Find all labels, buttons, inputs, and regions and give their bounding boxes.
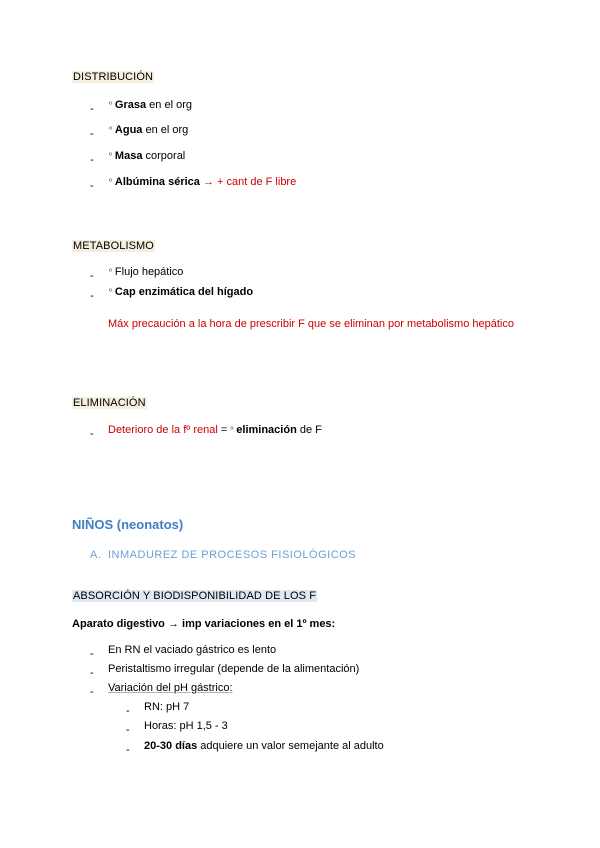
list-item-text: Variación del pH gástrico:: [108, 682, 233, 694]
subsection-letter: A.: [90, 549, 102, 561]
sub-list-item-text: RN: pH 7: [144, 701, 190, 713]
degree-icon: º: [109, 267, 112, 276]
degree-icon: º: [109, 177, 112, 186]
warning-note: Máx precaución a la hora de prescribir F que se eliminan por metabolismo hepático: [108, 318, 514, 330]
section-title-distribucion: DISTRIBUCIÓN: [73, 71, 154, 83]
degree-icon: º: [109, 151, 112, 160]
list-item: -: [90, 128, 94, 140]
list-item: -: [90, 648, 94, 660]
degree-icon: º: [230, 425, 234, 434]
sub-list-item-text: 20-30 días adquiere un valor semejante al adulto: [144, 740, 384, 752]
list-item: -: [90, 290, 94, 302]
degree-icon: º: [109, 125, 112, 134]
list-item: -: [90, 154, 94, 166]
sub-list-item-text: Horas: pH 1,5 - 3: [144, 720, 228, 732]
list-item-text: º Grasa en el org: [109, 99, 192, 111]
list-item: -: [90, 686, 94, 698]
list-item-text: º Masa corporal: [109, 150, 186, 162]
absorcion-subtitle: Aparato digestivo → imp variaciones en el 1º mes:: [72, 618, 336, 630]
sub-list-item: -: [126, 705, 130, 717]
list-item-text: º Agua en el org: [109, 124, 189, 136]
list-item: -: [90, 428, 94, 440]
list-item-text: º Cap enzimática del hígado: [109, 286, 254, 298]
section-title-metabolismo: METABOLISMO: [73, 240, 154, 252]
section-title-ninos: NIÑOS (neonatos): [72, 517, 184, 532]
list-item-text: Deterioro de la fº renal = º eliminación de F: [108, 424, 322, 436]
degree-icon: º: [109, 100, 112, 109]
list-item-text: Peristaltismo irregular (depende de la alimentación): [108, 663, 360, 675]
arrow-icon: →: [199, 176, 218, 188]
list-item: -: [90, 180, 94, 192]
section-title-eliminacion: ELIMINACIÓN: [73, 397, 146, 409]
degree-icon: º: [109, 287, 112, 296]
sub-list-item: -: [126, 724, 130, 736]
list-item-text: º Albúmina sérica → + cant de F libre: [109, 176, 297, 188]
sub-list-item: -: [126, 744, 130, 756]
list-item: -: [90, 270, 94, 282]
list-item: -: [90, 103, 94, 115]
list-item: -: [90, 667, 94, 679]
subsection-title: INMADUREZ DE PROCESOS FISIOLÓGICOS: [108, 549, 357, 561]
list-item-text: En RN el vaciado gástrico es lento: [108, 644, 277, 656]
list-item-text: º Flujo hepático: [109, 266, 184, 278]
section-title-absorcion: ABSORCIÓN Y BIODISPONIBILIDAD DE LOS F: [73, 590, 317, 602]
